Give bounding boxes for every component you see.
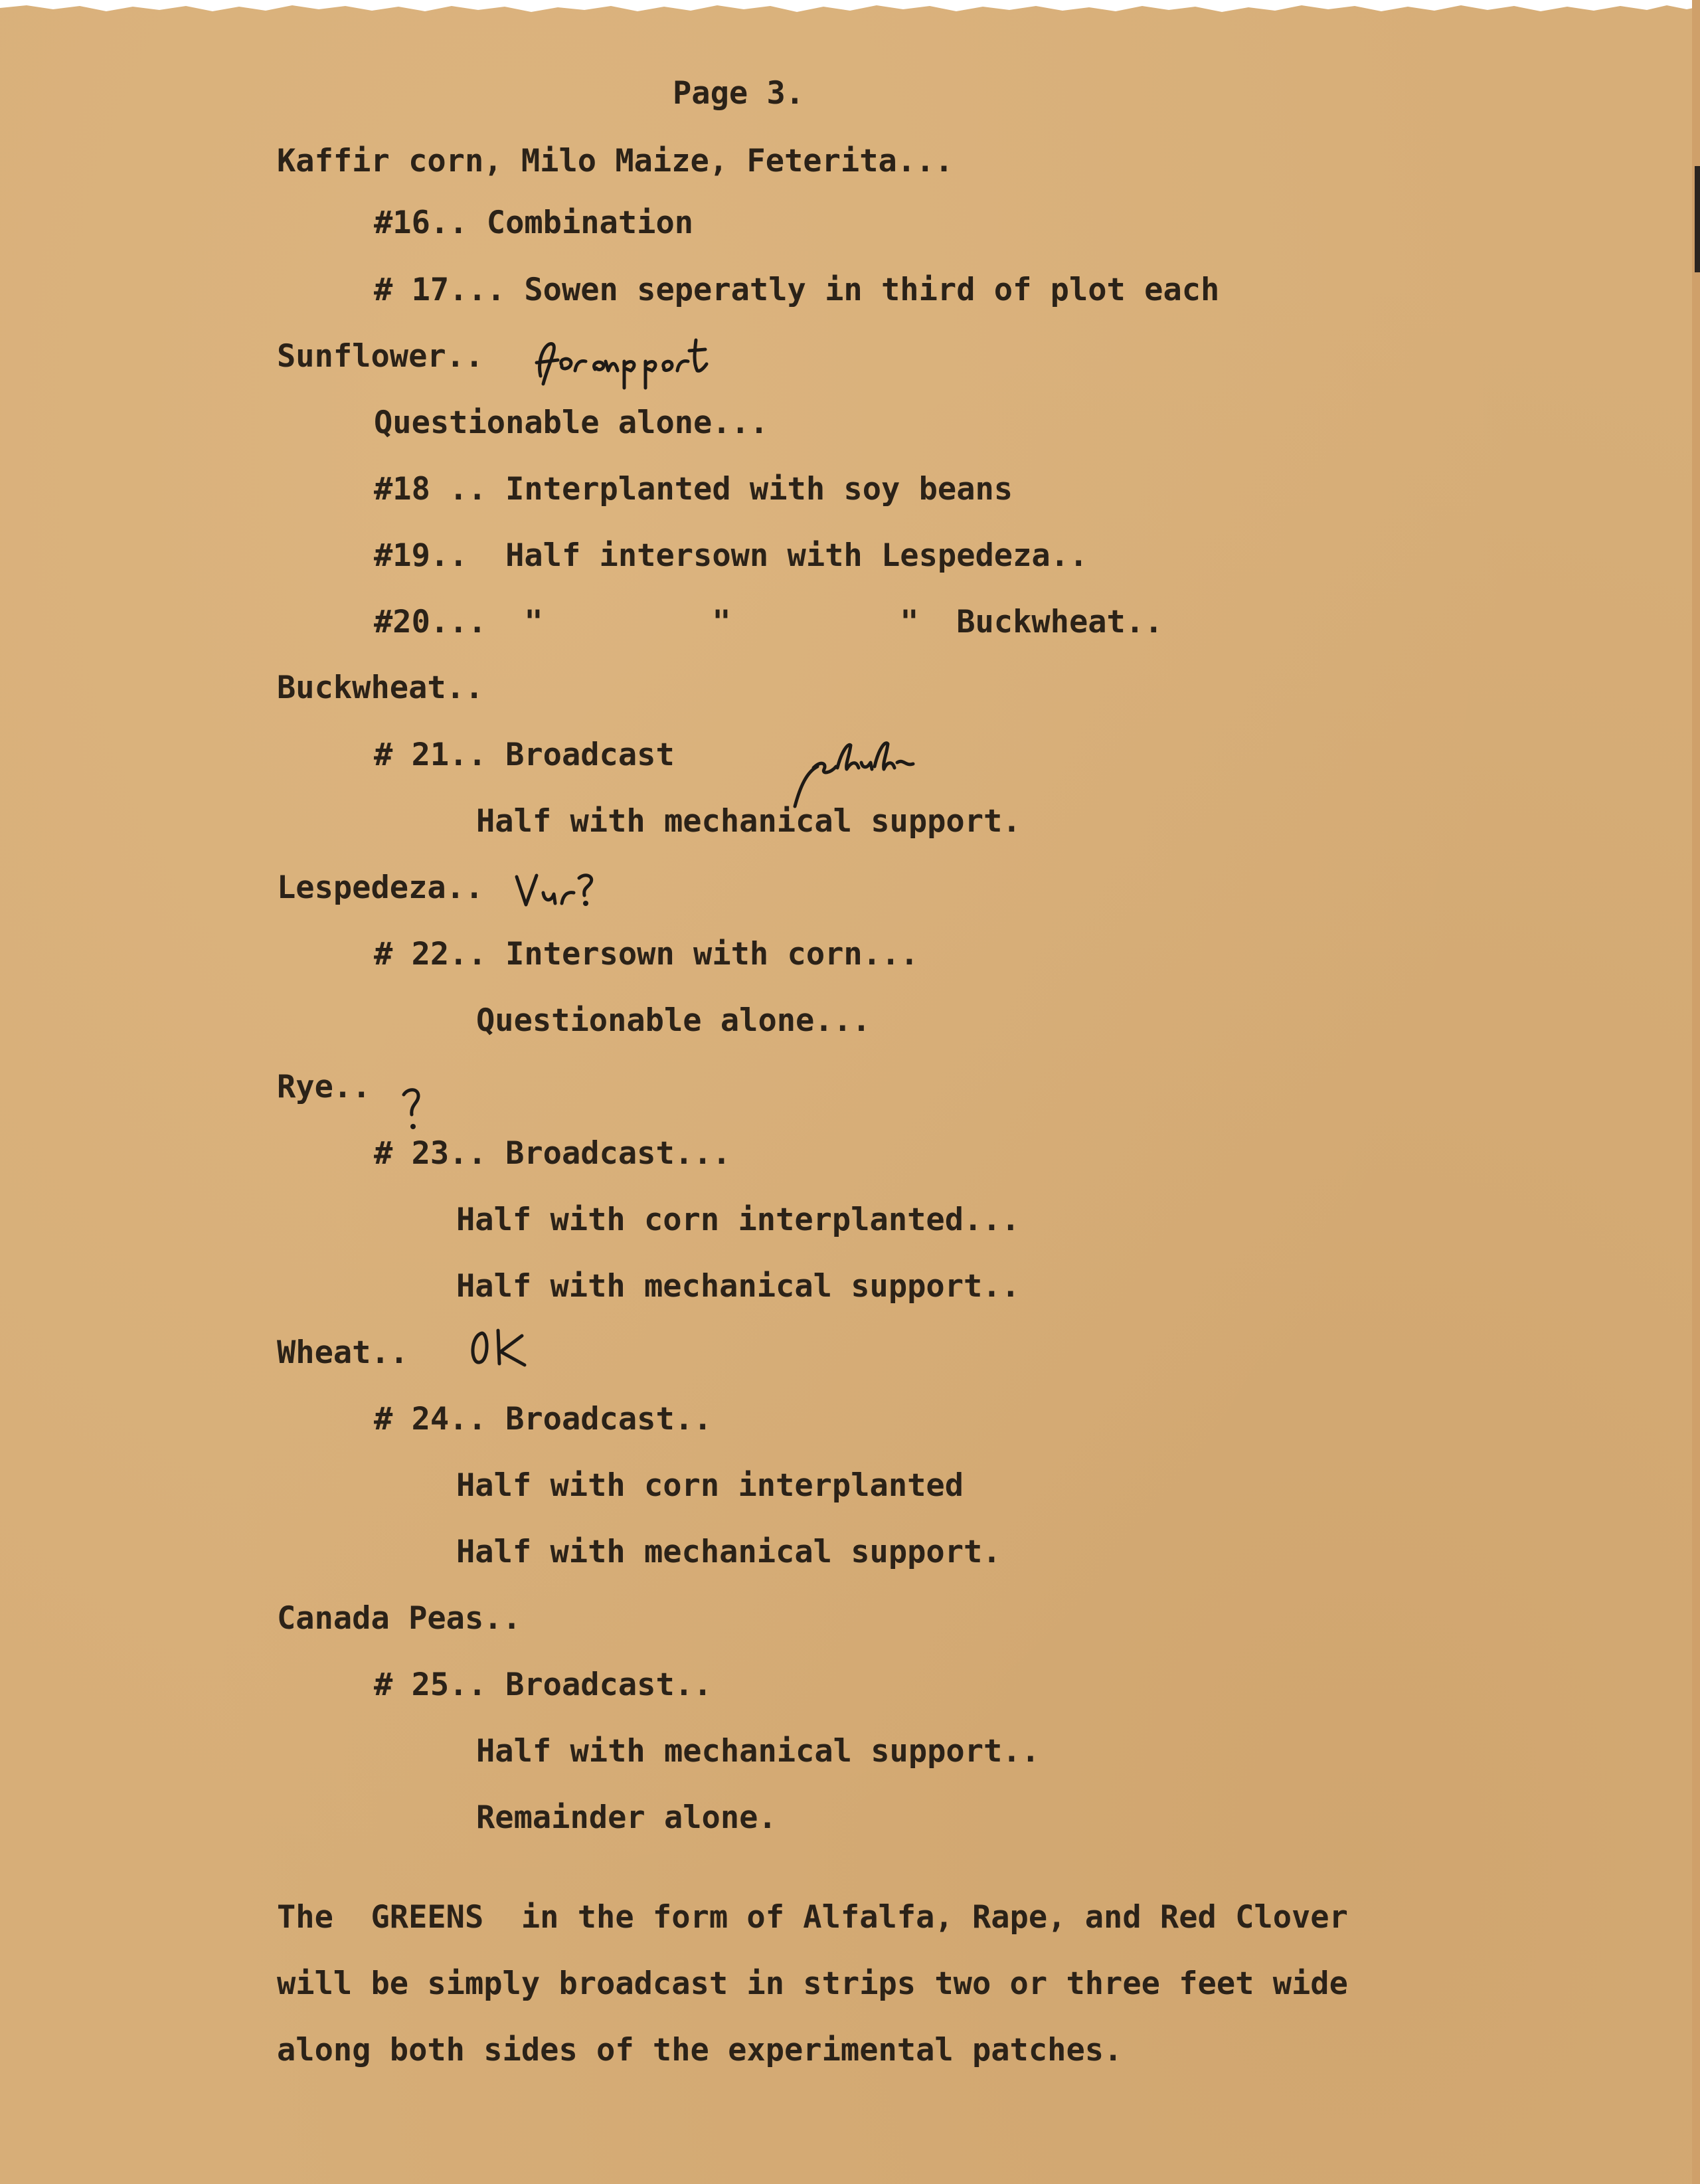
handwritten-note-for-support [531, 324, 750, 391]
dark-right-edge [1687, 0, 1700, 2184]
text-line-item-22: # 22.. Intersown with corn... [374, 936, 919, 972]
text-line-wheat-support: Half with mechanical support. [456, 1534, 1001, 1570]
text-line-lespedeza-questionable: Questionable alone... [476, 1002, 871, 1039]
text-line-kaffir-corn: Kaffir corn, Milo Maize, Feterita... [277, 143, 954, 179]
text-line-canada-peas: Canada Peas.. [277, 1600, 521, 1637]
text-line-item-19: #19.. Half intersown with Lespedeza.. [374, 537, 1088, 574]
text-line-wheat: Wheat.. [277, 1334, 409, 1371]
text-line-sunflower-questionable: Questionable alone... [374, 405, 769, 441]
closing-paragraph-line-3: along both sides of the experimental patches. [277, 2032, 1123, 2068]
text-line-wheat-corn: Half with corn interplanted [456, 1467, 964, 1504]
closing-paragraph-line-2: will be simply broadcast in strips two or three feet wide [277, 1965, 1348, 2002]
text-line-item-21: # 21.. Broadcast [374, 737, 675, 773]
text-line-rye-support: Half with mechanical support.. [456, 1268, 1020, 1305]
text-line-peas-support: Half with mechanical support.. [476, 1733, 1040, 1770]
text-line-item-16: #16.. Combination [374, 205, 694, 241]
handwritten-note-var [513, 869, 606, 911]
text-line-item-24: # 24.. Broadcast.. [374, 1401, 713, 1437]
torn-top-edge [0, 0, 1700, 20]
text-line-buckwheat: Buckwheat.. [277, 670, 484, 706]
text-line-peas-remainder: Remainder alone. [476, 1799, 777, 1836]
text-line-buckwheat-support: Half with mechanical support. [476, 803, 1021, 840]
text-line-rye-corn: Half with corn interplanted... [456, 1202, 1020, 1238]
page-number: Page 3. [673, 75, 805, 112]
text-line-item-17: # 17... Sowen seperatly in third of plot each [374, 272, 1220, 308]
handwritten-note-ok [466, 1326, 533, 1369]
text-line-item-20: #20... " " " Buckwheat.. [374, 604, 1163, 640]
handwritten-note-shrub [787, 725, 940, 812]
closing-paragraph-line-1: The GREENS in the form of Alfalfa, Rape, and Red Clover [277, 1899, 1348, 1936]
text-line-item-25: # 25.. Broadcast.. [374, 1667, 713, 1703]
text-line-sunflower: Sunflower.. [277, 338, 484, 375]
text-line-rye: Rye.. [277, 1069, 371, 1105]
text-line-item-23: # 23.. Broadcast... [374, 1135, 731, 1172]
text-line-lespedeza: Lespedeza.. [277, 869, 484, 906]
text-line-item-18: #18 .. Interplanted with soy beans [374, 471, 1013, 507]
handwritten-note-question [400, 1085, 426, 1135]
